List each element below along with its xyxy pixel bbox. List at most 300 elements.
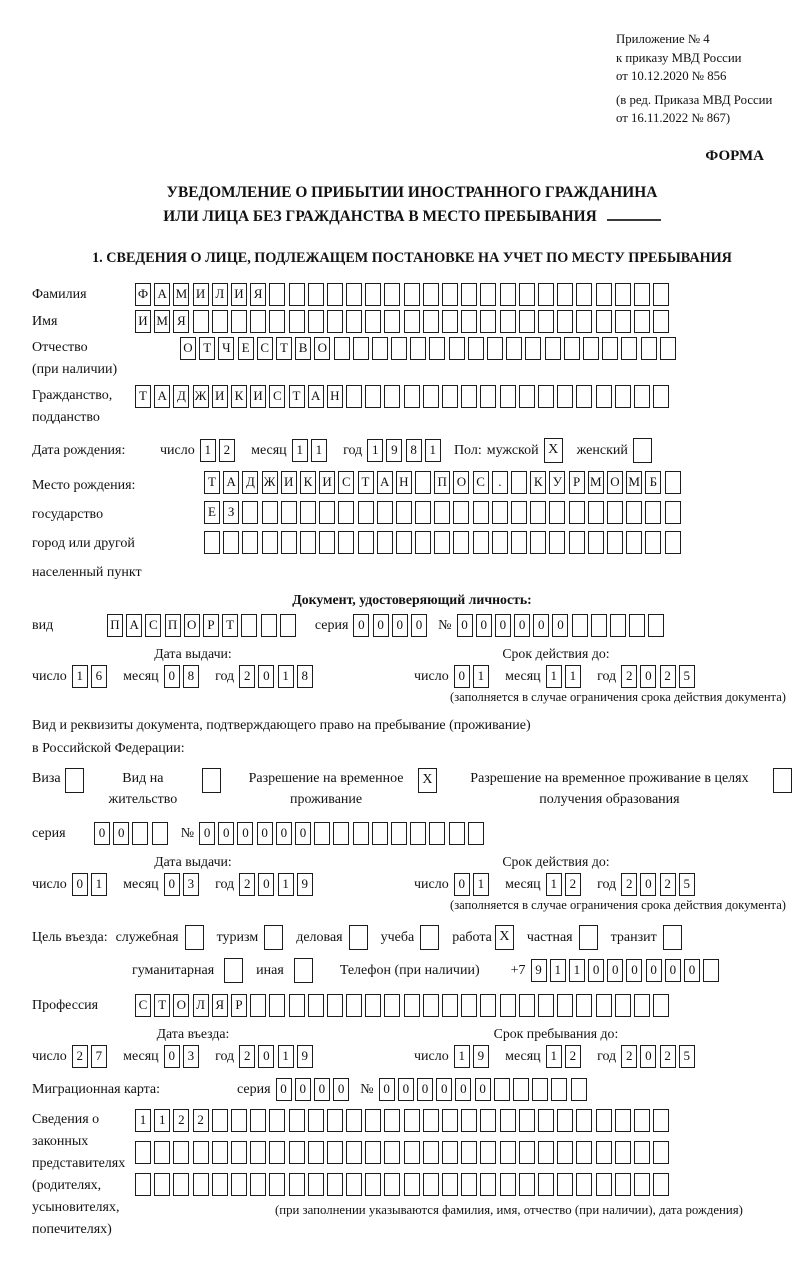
char-cell[interactable] xyxy=(434,531,450,554)
char-cell[interactable]: 1 xyxy=(546,873,562,896)
char-cell[interactable] xyxy=(634,994,650,1017)
char-cell[interactable]: 0 xyxy=(314,1078,330,1101)
char-cell[interactable] xyxy=(442,1141,458,1164)
char-cell[interactable]: 3 xyxy=(183,873,199,896)
char-cell[interactable] xyxy=(453,501,469,524)
char-cell[interactable] xyxy=(549,531,565,554)
char-cell[interactable] xyxy=(346,385,362,408)
char-cell[interactable] xyxy=(423,1173,439,1196)
char-cell[interactable] xyxy=(300,531,316,554)
char-cell[interactable] xyxy=(384,385,400,408)
char-cell[interactable] xyxy=(404,283,420,306)
char-cell[interactable]: 0 xyxy=(411,614,427,637)
char-cell[interactable] xyxy=(281,531,297,554)
char-cell[interactable] xyxy=(506,337,522,360)
char-cell[interactable]: 2 xyxy=(621,665,637,688)
char-cell[interactable] xyxy=(607,501,623,524)
char-cell[interactable]: Ф xyxy=(135,283,151,306)
char-cell[interactable] xyxy=(404,1173,420,1196)
char-cell[interactable] xyxy=(653,310,669,333)
char-cell[interactable] xyxy=(596,1141,612,1164)
char-cell[interactable] xyxy=(289,1109,305,1132)
char-cell[interactable] xyxy=(525,337,541,360)
char-cell[interactable] xyxy=(480,994,496,1017)
char-cell[interactable] xyxy=(280,614,296,637)
char-cell[interactable]: 1 xyxy=(311,439,327,462)
char-cell[interactable]: 0 xyxy=(640,665,656,688)
char-cell[interactable]: С xyxy=(269,385,285,408)
char-cell[interactable] xyxy=(487,337,503,360)
char-cell[interactable] xyxy=(404,310,420,333)
char-cell[interactable] xyxy=(152,822,168,845)
char-cell[interactable]: 1 xyxy=(454,1045,470,1068)
char-cell[interactable]: 9 xyxy=(386,439,402,462)
char-cell[interactable] xyxy=(250,1173,266,1196)
char-cell[interactable] xyxy=(596,1173,612,1196)
char-cell[interactable] xyxy=(289,283,305,306)
char-cell[interactable]: 0 xyxy=(640,873,656,896)
char-cell[interactable] xyxy=(607,531,623,554)
char-cell[interactable]: 0 xyxy=(665,959,681,982)
char-cell[interactable] xyxy=(423,385,439,408)
char-cell[interactable]: Ж xyxy=(193,385,209,408)
char-cell[interactable] xyxy=(583,337,599,360)
char-cell[interactable] xyxy=(549,501,565,524)
char-cell[interactable] xyxy=(250,1109,266,1132)
char-cell[interactable] xyxy=(513,1078,529,1101)
char-cell[interactable] xyxy=(519,385,535,408)
char-cell[interactable] xyxy=(596,1109,612,1132)
char-cell[interactable] xyxy=(269,310,285,333)
char-cell[interactable] xyxy=(461,385,477,408)
char-cell[interactable]: В xyxy=(295,337,311,360)
char-cell[interactable]: Т xyxy=(199,337,215,360)
char-cell[interactable]: 0 xyxy=(258,873,274,896)
char-cell[interactable] xyxy=(334,337,350,360)
char-cell[interactable] xyxy=(576,385,592,408)
char-cell[interactable]: Я xyxy=(250,283,266,306)
char-cell[interactable] xyxy=(629,614,645,637)
char-cell[interactable] xyxy=(641,337,657,360)
char-cell[interactable] xyxy=(500,1141,516,1164)
char-cell[interactable] xyxy=(588,501,604,524)
char-cell[interactable]: О xyxy=(314,337,330,360)
char-cell[interactable] xyxy=(212,1173,228,1196)
char-cell[interactable] xyxy=(338,501,354,524)
char-cell[interactable]: 7 xyxy=(91,1045,107,1068)
char-cell[interactable] xyxy=(365,1109,381,1132)
char-cell[interactable] xyxy=(500,283,516,306)
char-cell[interactable] xyxy=(429,337,445,360)
char-cell[interactable] xyxy=(135,1173,151,1196)
char-cell[interactable] xyxy=(500,1109,516,1132)
char-cell[interactable] xyxy=(132,822,148,845)
char-cell[interactable] xyxy=(615,994,631,1017)
char-cell[interactable]: О xyxy=(184,614,200,637)
char-cell[interactable] xyxy=(626,501,642,524)
char-cell[interactable]: 0 xyxy=(626,959,642,982)
char-cell[interactable] xyxy=(261,614,277,637)
char-cell[interactable] xyxy=(572,614,588,637)
char-cell[interactable] xyxy=(391,337,407,360)
char-cell[interactable] xyxy=(269,1173,285,1196)
char-cell[interactable]: 2 xyxy=(239,665,255,688)
char-cell[interactable]: 0 xyxy=(588,959,604,982)
char-cell[interactable]: Р xyxy=(231,994,247,1017)
char-cell[interactable] xyxy=(262,531,278,554)
char-cell[interactable] xyxy=(327,994,343,1017)
char-cell[interactable] xyxy=(449,337,465,360)
char-cell[interactable] xyxy=(384,1141,400,1164)
checkbox-cell[interactable] xyxy=(185,925,204,950)
char-cell[interactable] xyxy=(615,1109,631,1132)
char-cell[interactable] xyxy=(645,531,661,554)
char-cell[interactable] xyxy=(327,310,343,333)
char-cell[interactable]: 0 xyxy=(607,959,623,982)
char-cell[interactable] xyxy=(223,531,239,554)
char-cell[interactable] xyxy=(346,283,362,306)
char-cell[interactable]: . xyxy=(492,471,508,494)
char-cell[interactable]: Б xyxy=(645,471,661,494)
checkbox-cell[interactable] xyxy=(264,925,283,950)
char-cell[interactable]: А xyxy=(154,283,170,306)
char-cell[interactable] xyxy=(269,283,285,306)
char-cell[interactable]: 9 xyxy=(297,873,313,896)
char-cell[interactable] xyxy=(532,1078,548,1101)
char-cell[interactable]: Т xyxy=(135,385,151,408)
char-cell[interactable] xyxy=(653,283,669,306)
char-cell[interactable]: 0 xyxy=(276,822,292,845)
char-cell[interactable] xyxy=(442,1173,458,1196)
char-cell[interactable] xyxy=(346,310,362,333)
char-cell[interactable] xyxy=(588,531,604,554)
char-cell[interactable]: 1 xyxy=(425,439,441,462)
char-cell[interactable] xyxy=(480,1141,496,1164)
char-cell[interactable] xyxy=(538,310,554,333)
char-cell[interactable]: 9 xyxy=(473,1045,489,1068)
char-cell[interactable]: 0 xyxy=(457,614,473,637)
char-cell[interactable] xyxy=(576,1173,592,1196)
char-cell[interactable] xyxy=(289,1173,305,1196)
char-cell[interactable] xyxy=(327,1141,343,1164)
checkbox-cell[interactable] xyxy=(349,925,368,950)
char-cell[interactable] xyxy=(480,283,496,306)
char-cell[interactable] xyxy=(308,994,324,1017)
char-cell[interactable]: 0 xyxy=(258,665,274,688)
char-cell[interactable] xyxy=(511,531,527,554)
char-cell[interactable] xyxy=(626,531,642,554)
char-cell[interactable] xyxy=(500,1173,516,1196)
char-cell[interactable] xyxy=(365,385,381,408)
char-cell[interactable]: 0 xyxy=(476,614,492,637)
char-cell[interactable]: 2 xyxy=(193,1109,209,1132)
char-cell[interactable]: 1 xyxy=(546,1045,562,1068)
char-cell[interactable] xyxy=(281,501,297,524)
char-cell[interactable]: Л xyxy=(212,283,228,306)
char-cell[interactable] xyxy=(492,501,508,524)
char-cell[interactable] xyxy=(634,1173,650,1196)
char-cell[interactable] xyxy=(634,283,650,306)
char-cell[interactable] xyxy=(615,1173,631,1196)
char-cell[interactable]: М xyxy=(626,471,642,494)
char-cell[interactable]: 0 xyxy=(646,959,662,982)
char-cell[interactable]: Я xyxy=(173,310,189,333)
char-cell[interactable]: С xyxy=(473,471,489,494)
char-cell[interactable]: 1 xyxy=(546,665,562,688)
char-cell[interactable] xyxy=(653,994,669,1017)
char-cell[interactable] xyxy=(442,385,458,408)
char-cell[interactable] xyxy=(384,994,400,1017)
char-cell[interactable] xyxy=(308,283,324,306)
char-cell[interactable] xyxy=(511,501,527,524)
char-cell[interactable] xyxy=(314,822,330,845)
char-cell[interactable]: П xyxy=(107,614,123,637)
char-cell[interactable] xyxy=(500,994,516,1017)
char-cell[interactable] xyxy=(557,1173,573,1196)
char-cell[interactable] xyxy=(494,1078,510,1101)
char-cell[interactable] xyxy=(384,310,400,333)
char-cell[interactable]: 1 xyxy=(565,665,581,688)
char-cell[interactable] xyxy=(365,1141,381,1164)
char-cell[interactable] xyxy=(338,531,354,554)
char-cell[interactable] xyxy=(242,501,258,524)
char-cell[interactable] xyxy=(384,283,400,306)
char-cell[interactable] xyxy=(423,310,439,333)
char-cell[interactable]: З xyxy=(223,501,239,524)
char-cell[interactable] xyxy=(557,385,573,408)
char-cell[interactable] xyxy=(634,1141,650,1164)
char-cell[interactable]: И xyxy=(231,283,247,306)
char-cell[interactable] xyxy=(365,1173,381,1196)
char-cell[interactable]: 0 xyxy=(495,614,511,637)
char-cell[interactable] xyxy=(576,283,592,306)
char-cell[interactable]: 1 xyxy=(367,439,383,462)
char-cell[interactable] xyxy=(480,310,496,333)
char-cell[interactable]: 2 xyxy=(173,1109,189,1132)
char-cell[interactable]: С xyxy=(257,337,273,360)
char-cell[interactable]: Л xyxy=(193,994,209,1017)
char-cell[interactable]: 0 xyxy=(436,1078,452,1101)
char-cell[interactable]: И xyxy=(212,385,228,408)
char-cell[interactable] xyxy=(442,310,458,333)
char-cell[interactable]: 0 xyxy=(373,614,389,637)
char-cell[interactable] xyxy=(410,337,426,360)
char-cell[interactable] xyxy=(319,501,335,524)
char-cell[interactable] xyxy=(615,283,631,306)
char-cell[interactable] xyxy=(391,822,407,845)
char-cell[interactable] xyxy=(365,310,381,333)
char-cell[interactable] xyxy=(346,1141,362,1164)
char-cell[interactable]: Е xyxy=(238,337,254,360)
char-cell[interactable] xyxy=(634,385,650,408)
char-cell[interactable] xyxy=(415,501,431,524)
char-cell[interactable] xyxy=(135,1141,151,1164)
char-cell[interactable]: 2 xyxy=(621,873,637,896)
char-cell[interactable] xyxy=(596,994,612,1017)
char-cell[interactable] xyxy=(557,283,573,306)
char-cell[interactable] xyxy=(423,283,439,306)
char-cell[interactable] xyxy=(545,337,561,360)
char-cell[interactable] xyxy=(319,531,335,554)
char-cell[interactable] xyxy=(289,310,305,333)
char-cell[interactable] xyxy=(423,1109,439,1132)
char-cell[interactable]: 0 xyxy=(552,614,568,637)
char-cell[interactable] xyxy=(404,1109,420,1132)
char-cell[interactable] xyxy=(653,1173,669,1196)
char-cell[interactable] xyxy=(250,994,266,1017)
char-cell[interactable] xyxy=(423,994,439,1017)
char-cell[interactable] xyxy=(665,531,681,554)
char-cell[interactable]: У xyxy=(549,471,565,494)
char-cell[interactable]: Т xyxy=(358,471,374,494)
char-cell[interactable] xyxy=(289,994,305,1017)
char-cell[interactable] xyxy=(461,1109,477,1132)
char-cell[interactable]: 0 xyxy=(640,1045,656,1068)
char-cell[interactable] xyxy=(530,501,546,524)
char-cell[interactable]: 0 xyxy=(514,614,530,637)
char-cell[interactable] xyxy=(468,822,484,845)
char-cell[interactable]: 0 xyxy=(113,822,129,845)
char-cell[interactable] xyxy=(308,1109,324,1132)
char-cell[interactable]: 2 xyxy=(565,1045,581,1068)
char-cell[interactable]: Р xyxy=(203,614,219,637)
char-cell[interactable]: Н xyxy=(396,471,412,494)
char-cell[interactable] xyxy=(615,385,631,408)
char-cell[interactable]: 0 xyxy=(417,1078,433,1101)
char-cell[interactable] xyxy=(576,310,592,333)
char-cell[interactable]: М xyxy=(588,471,604,494)
char-cell[interactable] xyxy=(557,1141,573,1164)
char-cell[interactable]: 5 xyxy=(679,873,695,896)
char-cell[interactable] xyxy=(404,994,420,1017)
char-cell[interactable] xyxy=(453,531,469,554)
char-cell[interactable]: 0 xyxy=(379,1078,395,1101)
char-cell[interactable]: О xyxy=(173,994,189,1017)
char-cell[interactable] xyxy=(429,822,445,845)
char-cell[interactable]: 0 xyxy=(295,1078,311,1101)
checkbox-cell[interactable] xyxy=(633,438,652,463)
char-cell[interactable]: А xyxy=(308,385,324,408)
checkbox-cell[interactable] xyxy=(773,768,792,793)
char-cell[interactable] xyxy=(231,1173,247,1196)
char-cell[interactable] xyxy=(511,471,527,494)
char-cell[interactable]: Т xyxy=(276,337,292,360)
char-cell[interactable]: 0 xyxy=(333,1078,349,1101)
char-cell[interactable]: 5 xyxy=(679,1045,695,1068)
char-cell[interactable]: А xyxy=(126,614,142,637)
char-cell[interactable]: 1 xyxy=(569,959,585,982)
char-cell[interactable]: А xyxy=(223,471,239,494)
char-cell[interactable] xyxy=(269,1109,285,1132)
char-cell[interactable]: 1 xyxy=(278,873,294,896)
char-cell[interactable]: Д xyxy=(242,471,258,494)
char-cell[interactable] xyxy=(653,385,669,408)
char-cell[interactable]: 1 xyxy=(278,665,294,688)
char-cell[interactable] xyxy=(500,310,516,333)
char-cell[interactable] xyxy=(365,994,381,1017)
char-cell[interactable] xyxy=(703,959,719,982)
char-cell[interactable] xyxy=(250,310,266,333)
char-cell[interactable] xyxy=(442,1109,458,1132)
char-cell[interactable]: 1 xyxy=(278,1045,294,1068)
checkbox-cell[interactable] xyxy=(202,768,221,793)
char-cell[interactable]: Т xyxy=(154,994,170,1017)
char-cell[interactable] xyxy=(269,1141,285,1164)
char-cell[interactable] xyxy=(434,501,450,524)
char-cell[interactable] xyxy=(442,283,458,306)
char-cell[interactable] xyxy=(610,614,626,637)
char-cell[interactable] xyxy=(473,531,489,554)
char-cell[interactable]: 0 xyxy=(164,1045,180,1068)
char-cell[interactable] xyxy=(596,310,612,333)
char-cell[interactable] xyxy=(346,1109,362,1132)
char-cell[interactable] xyxy=(384,1173,400,1196)
char-cell[interactable] xyxy=(346,1173,362,1196)
char-cell[interactable] xyxy=(519,283,535,306)
char-cell[interactable]: И xyxy=(319,471,335,494)
char-cell[interactable]: 2 xyxy=(621,1045,637,1068)
char-cell[interactable] xyxy=(530,531,546,554)
char-cell[interactable]: И xyxy=(193,283,209,306)
char-cell[interactable] xyxy=(410,822,426,845)
char-cell[interactable] xyxy=(212,1109,228,1132)
char-cell[interactable] xyxy=(468,337,484,360)
char-cell[interactable]: Д xyxy=(173,385,189,408)
char-cell[interactable]: 0 xyxy=(258,1045,274,1068)
char-cell[interactable] xyxy=(576,1109,592,1132)
char-cell[interactable] xyxy=(538,1109,554,1132)
char-cell[interactable] xyxy=(308,1141,324,1164)
char-cell[interactable] xyxy=(519,310,535,333)
char-cell[interactable]: О xyxy=(180,337,196,360)
char-cell[interactable] xyxy=(480,1109,496,1132)
char-cell[interactable] xyxy=(569,501,585,524)
checkbox-cell[interactable]: X xyxy=(418,768,437,793)
char-cell[interactable]: 0 xyxy=(475,1078,491,1101)
char-cell[interactable] xyxy=(615,310,631,333)
char-cell[interactable] xyxy=(154,1141,170,1164)
char-cell[interactable] xyxy=(173,1141,189,1164)
char-cell[interactable] xyxy=(480,1173,496,1196)
char-cell[interactable]: Ч xyxy=(218,337,234,360)
char-cell[interactable]: 1 xyxy=(72,665,88,688)
char-cell[interactable]: 0 xyxy=(199,822,215,845)
char-cell[interactable] xyxy=(576,1141,592,1164)
char-cell[interactable] xyxy=(333,822,349,845)
char-cell[interactable]: 0 xyxy=(257,822,273,845)
char-cell[interactable]: И xyxy=(135,310,151,333)
char-cell[interactable]: Т xyxy=(204,471,220,494)
char-cell[interactable]: И xyxy=(281,471,297,494)
char-cell[interactable] xyxy=(519,1109,535,1132)
char-cell[interactable]: 0 xyxy=(353,614,369,637)
char-cell[interactable] xyxy=(551,1078,567,1101)
char-cell[interactable]: М xyxy=(154,310,170,333)
char-cell[interactable] xyxy=(353,822,369,845)
char-cell[interactable] xyxy=(365,283,381,306)
char-cell[interactable] xyxy=(327,1109,343,1132)
char-cell[interactable] xyxy=(353,337,369,360)
char-cell[interactable]: 0 xyxy=(684,959,700,982)
char-cell[interactable]: 1 xyxy=(154,1109,170,1132)
char-cell[interactable] xyxy=(492,531,508,554)
char-cell[interactable]: 0 xyxy=(533,614,549,637)
char-cell[interactable]: А xyxy=(154,385,170,408)
char-cell[interactable] xyxy=(423,1141,439,1164)
char-cell[interactable]: Р xyxy=(569,471,585,494)
char-cell[interactable]: 2 xyxy=(72,1045,88,1068)
char-cell[interactable] xyxy=(308,1173,324,1196)
